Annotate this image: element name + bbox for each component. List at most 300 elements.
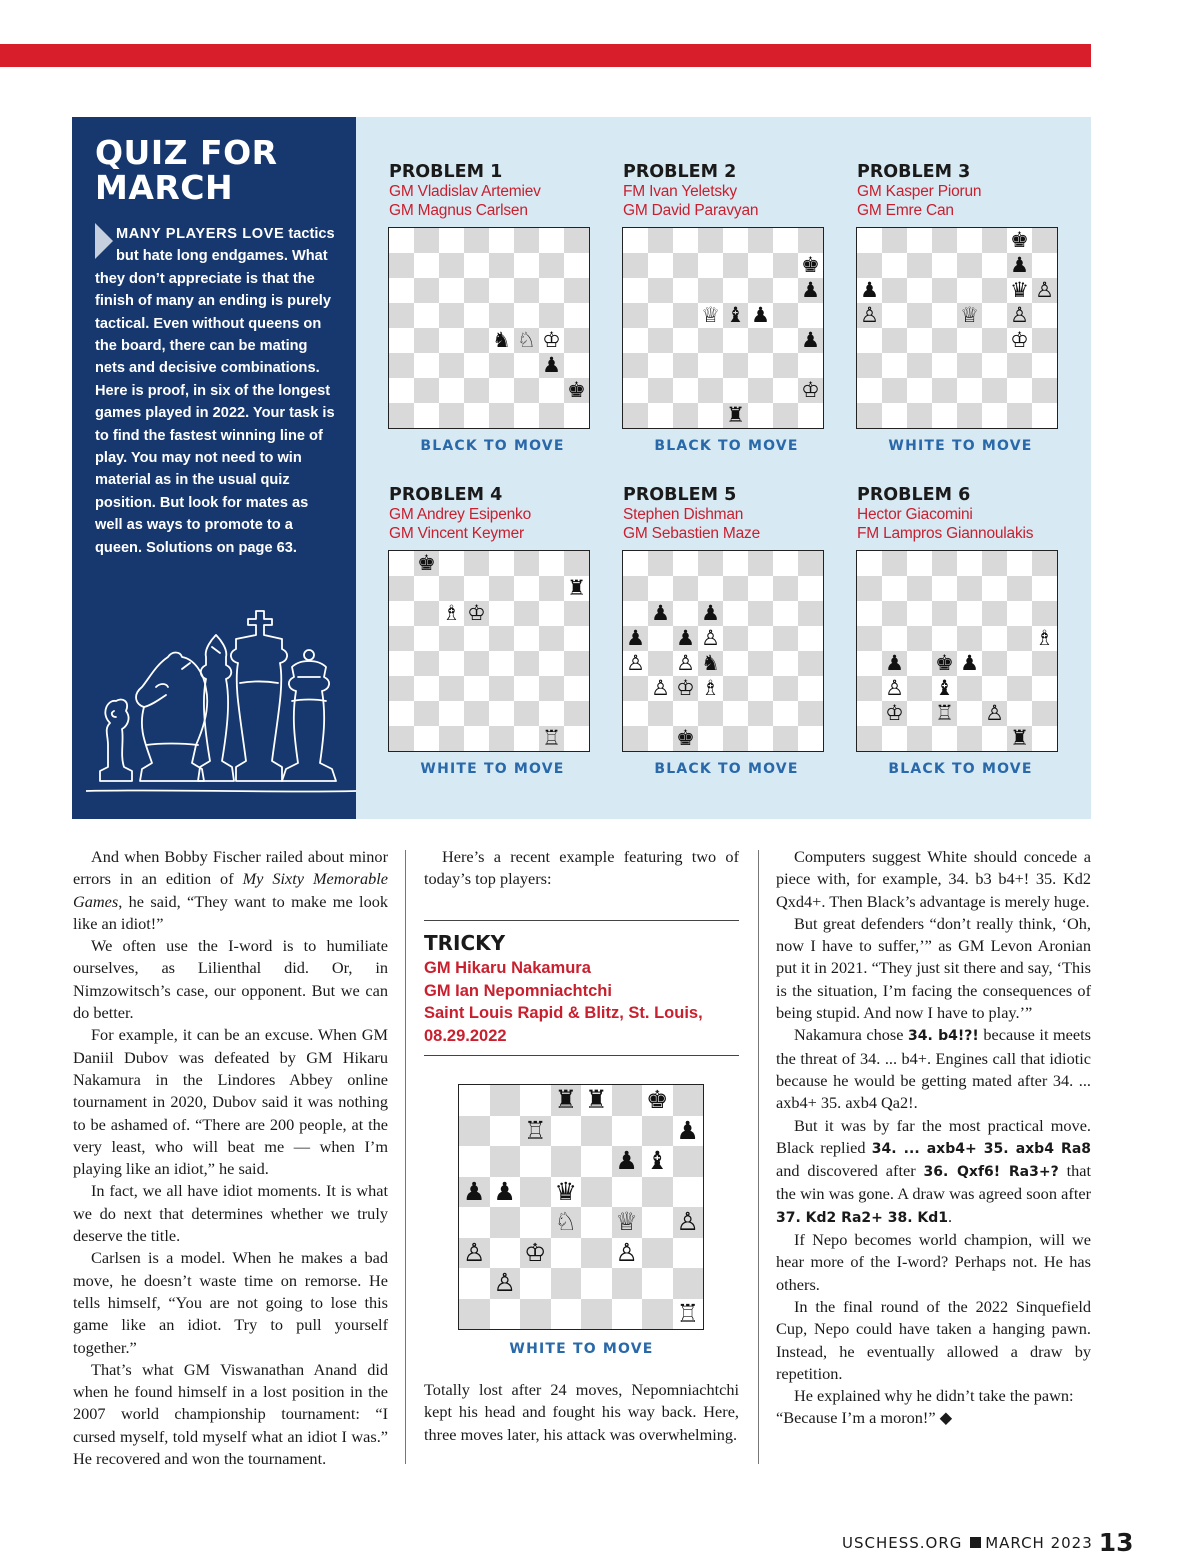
square-c5: [520, 1177, 551, 1208]
square-e4: [957, 328, 982, 353]
square-d8: [551, 1085, 582, 1116]
square-h6: [673, 1146, 704, 1177]
square-e4: [489, 651, 514, 676]
square-a3: [623, 353, 648, 378]
square-f6: [514, 278, 539, 303]
square-f8: [982, 551, 1007, 576]
square-h3: [673, 1238, 704, 1269]
square-b6: [648, 278, 673, 303]
chess-piece-icon: ♟: [676, 1115, 699, 1145]
square-d8: [932, 551, 957, 576]
square-e2: [489, 378, 514, 403]
square-c3: [907, 353, 932, 378]
square-g8: [539, 551, 564, 576]
square-g1: [539, 726, 564, 751]
paragraph: That’s what GM Viswanathan Anand did when he found himself in a lost position in the 2007 world championship tournament: “I cursed myself, told myself what an idiot I was.” He recovered and won the tournament.: [73, 1359, 388, 1469]
square-c8: [439, 228, 464, 253]
square-d1: [464, 403, 489, 428]
paragraph: In fact, we all have idiot moments. It is what we do next that determines whether we truly deserve the title.: [73, 1181, 388, 1246]
paragraph: But it was by far the most practical move. Black replied 34. ... axb4+ 35. axb4 Ra8 and discovered after 36. Qxf6! Ra3+? that the win was gone. A draw was agreed soon after 37. Kd2 Ra2+ 38. Kd1.: [776, 1115, 1092, 1226]
square-d7: [698, 576, 723, 601]
square-a7: [389, 253, 414, 278]
square-g1: [642, 1299, 673, 1330]
game-black-player: GM Ian Nepomniachtchi: [424, 981, 612, 1000]
square-e2: [723, 378, 748, 403]
square-c7: [907, 576, 932, 601]
square-f5: [514, 303, 539, 328]
square-b1: [648, 726, 673, 751]
square-h4: [798, 328, 823, 353]
square-b3: [648, 676, 673, 701]
square-h8: [798, 228, 823, 253]
problem-title: PROBLEM 5: [623, 485, 737, 505]
square-f5: [982, 626, 1007, 651]
square-f4: [612, 1207, 643, 1238]
square-f2: [612, 1268, 643, 1299]
side-to-move-caption: BLACK TO MOVE: [888, 761, 1033, 777]
square-a1: [389, 726, 414, 751]
chess-piece-icon: ♗: [1035, 626, 1054, 650]
quiz-box: [72, 117, 1091, 819]
square-a1: [857, 403, 882, 428]
square-e2: [957, 378, 982, 403]
square-h7: [1032, 253, 1057, 278]
square-c4: [673, 651, 698, 676]
chess-piece-icon: ♚: [801, 253, 820, 277]
square-g2: [1007, 701, 1032, 726]
square-e6: [489, 601, 514, 626]
square-g4: [1007, 328, 1032, 353]
article-column-2-after: [424, 1379, 739, 1446]
chess-piece-icon: ♚: [417, 551, 436, 575]
square-g5: [773, 626, 798, 651]
square-h2: [798, 701, 823, 726]
square-g8: [1007, 551, 1032, 576]
square-c3: [907, 676, 932, 701]
square-b6: [414, 278, 439, 303]
chess-piece-icon: ♜: [554, 1085, 577, 1114]
square-c8: [907, 551, 932, 576]
square-a8: [623, 551, 648, 576]
problem-white-player: GM Vladislav Artemiev: [389, 183, 541, 200]
square-g7: [1007, 576, 1032, 601]
square-a1: [623, 726, 648, 751]
square-e1: [957, 726, 982, 751]
chess-piece-icon: ♙: [885, 676, 904, 700]
chess-board: [458, 1084, 704, 1330]
square-b1: [648, 403, 673, 428]
square-b3: [414, 353, 439, 378]
square-c6: [439, 278, 464, 303]
square-f1: [612, 1299, 643, 1330]
square-c5: [907, 303, 932, 328]
square-b5: [414, 626, 439, 651]
square-b4: [648, 328, 673, 353]
square-h5: [1032, 626, 1057, 651]
square-b1: [882, 403, 907, 428]
square-g8: [539, 228, 564, 253]
square-e1: [581, 1299, 612, 1330]
square-a7: [857, 253, 882, 278]
square-f2: [982, 378, 1007, 403]
square-h8: [673, 1085, 704, 1116]
square-a8: [459, 1085, 490, 1116]
chess-piece-icon: ♟: [885, 651, 904, 675]
square-a4: [623, 328, 648, 353]
quiz-intro-lead: MANY PLAYERS LOVE: [116, 226, 285, 242]
chess-piece-icon: ♙: [615, 1237, 638, 1267]
chess-piece-icon: ♕: [960, 303, 979, 327]
square-g1: [539, 403, 564, 428]
square-g6: [773, 278, 798, 303]
square-h7: [798, 576, 823, 601]
square-h1: [1032, 726, 1057, 751]
square-a8: [857, 228, 882, 253]
square-d6: [464, 278, 489, 303]
square-g4: [642, 1207, 673, 1238]
square-c8: [673, 228, 698, 253]
square-f5: [982, 303, 1007, 328]
square-g3: [539, 353, 564, 378]
chess-piece-icon: ♙: [493, 1268, 516, 1297]
square-a8: [623, 228, 648, 253]
quiz-sidebar: [72, 117, 356, 819]
square-g7: [773, 576, 798, 601]
square-b6: [882, 601, 907, 626]
square-a2: [623, 378, 648, 403]
square-c8: [439, 551, 464, 576]
square-c3: [673, 353, 698, 378]
square-g7: [773, 253, 798, 278]
square-a7: [623, 576, 648, 601]
square-g5: [1007, 303, 1032, 328]
game-white-player: GM Hikaru Nakamura: [424, 959, 591, 977]
square-h4: [564, 328, 589, 353]
square-b3: [414, 676, 439, 701]
square-g4: [539, 651, 564, 676]
square-b4: [648, 651, 673, 676]
square-a4: [857, 651, 882, 676]
square-f2: [748, 378, 773, 403]
square-b7: [882, 576, 907, 601]
square-a3: [389, 353, 414, 378]
square-b4: [414, 651, 439, 676]
quiz-title: QUIZ FOR MARCH: [95, 133, 278, 207]
square-d8: [464, 551, 489, 576]
square-f2: [748, 701, 773, 726]
square-g4: [1007, 651, 1032, 676]
square-c2: [439, 701, 464, 726]
square-a5: [389, 303, 414, 328]
square-g8: [773, 228, 798, 253]
square-a3: [459, 1238, 490, 1269]
square-a5: [623, 303, 648, 328]
square-d4: [464, 651, 489, 676]
chess-piece-icon: ♟: [701, 601, 720, 625]
square-a5: [459, 1177, 490, 1208]
chess-piece-icon: ♙: [676, 1207, 699, 1236]
square-a7: [459, 1116, 490, 1147]
square-a8: [389, 551, 414, 576]
square-a4: [389, 328, 414, 353]
square-d4: [551, 1207, 582, 1238]
square-g3: [642, 1238, 673, 1269]
square-c3: [673, 676, 698, 701]
square-f4: [982, 651, 1007, 676]
square-g8: [773, 551, 798, 576]
square-b7: [648, 576, 673, 601]
square-g4: [773, 328, 798, 353]
square-c2: [907, 378, 932, 403]
side-to-move-caption: WHITE TO MOVE: [888, 438, 1033, 454]
chess-pieces-line-art: [86, 595, 356, 801]
square-h8: [564, 551, 589, 576]
square-d5: [698, 303, 723, 328]
rule-line: [424, 920, 739, 921]
square-e4: [581, 1207, 612, 1238]
square-b8: [490, 1085, 521, 1116]
square-c1: [673, 726, 698, 751]
square-c2: [520, 1268, 551, 1299]
square-c2: [673, 378, 698, 403]
square-a2: [857, 378, 882, 403]
chess-piece-icon: ♟: [860, 278, 879, 302]
square-a8: [389, 228, 414, 253]
square-e4: [723, 328, 748, 353]
article-column-1: [73, 846, 388, 1470]
paragraph: Totally lost after 24 moves, Nepomniachtchi kept his head and fought his way back. Here, three moves later, his attack was overwhelming.: [424, 1380, 739, 1444]
square-b5: [648, 303, 673, 328]
square-icon: [970, 1537, 981, 1548]
square-b4: [882, 651, 907, 676]
chess-piece-icon: ♟: [751, 303, 770, 327]
square-a7: [623, 253, 648, 278]
problem-white-player: FM Ivan Yeletsky: [623, 183, 737, 200]
square-c5: [673, 626, 698, 651]
square-d2: [464, 701, 489, 726]
chess-piece-icon: ♜: [726, 403, 745, 427]
square-f3: [748, 676, 773, 701]
paragraph: We often use the I-word is to humiliate ourselves, as Lilienthal did. Or, in Nimzowitsch’s case, our opponent. But we can do better.: [73, 936, 388, 1023]
square-e1: [489, 726, 514, 751]
square-g1: [1007, 403, 1032, 428]
side-to-move-caption: WHITE TO MOVE: [509, 1341, 654, 1357]
square-h4: [1032, 328, 1057, 353]
square-f4: [748, 651, 773, 676]
square-d6: [932, 278, 957, 303]
square-d5: [932, 626, 957, 651]
paragraph: Nakamura chose 34. b4!?! because it meets the threat of 34. ... b4+. Engines call that idiotic because he would be getting mated after 34. ... axb4+ 35. axb4 Qa2!.: [776, 1025, 1091, 1113]
square-c1: [673, 403, 698, 428]
square-h7: [1032, 576, 1057, 601]
square-d3: [698, 676, 723, 701]
paragraph: Here’s a recent example featuring two of today’s top players:: [424, 847, 739, 889]
square-e7: [489, 253, 514, 278]
square-e3: [723, 353, 748, 378]
square-f2: [514, 701, 539, 726]
square-h5: [564, 303, 589, 328]
square-h8: [1032, 228, 1057, 253]
square-e2: [723, 701, 748, 726]
square-e1: [723, 403, 748, 428]
chess-piece-icon: ♔: [524, 1237, 547, 1267]
square-b3: [882, 676, 907, 701]
square-h7: [673, 1116, 704, 1147]
square-b3: [490, 1238, 521, 1269]
square-e8: [489, 228, 514, 253]
square-h1: [798, 403, 823, 428]
square-a2: [623, 701, 648, 726]
square-e3: [581, 1238, 612, 1269]
square-e8: [957, 228, 982, 253]
square-e6: [581, 1146, 612, 1177]
chess-piece-icon: ♜: [1010, 726, 1029, 750]
square-a6: [623, 601, 648, 626]
square-e3: [723, 676, 748, 701]
square-h5: [564, 626, 589, 651]
square-e8: [489, 551, 514, 576]
move-text: 37. Kd2 Ra2+ 38. Kd1: [776, 1209, 949, 1226]
square-g5: [1007, 626, 1032, 651]
square-d3: [464, 676, 489, 701]
square-d5: [464, 303, 489, 328]
square-a6: [389, 601, 414, 626]
square-f1: [748, 403, 773, 428]
square-h2: [1032, 378, 1057, 403]
side-to-move-caption: BLACK TO MOVE: [654, 438, 799, 454]
square-f3: [982, 676, 1007, 701]
square-f8: [748, 551, 773, 576]
square-b5: [490, 1177, 521, 1208]
square-b4: [490, 1207, 521, 1238]
square-e7: [723, 576, 748, 601]
chess-piece-icon: ♞: [492, 328, 511, 352]
square-d2: [551, 1268, 582, 1299]
square-b6: [882, 278, 907, 303]
square-f2: [514, 378, 539, 403]
square-b7: [490, 1116, 521, 1147]
square-d6: [698, 601, 723, 626]
square-g2: [773, 378, 798, 403]
square-d4: [932, 651, 957, 676]
square-d7: [464, 576, 489, 601]
square-d7: [464, 253, 489, 278]
square-d5: [698, 626, 723, 651]
square-c7: [907, 253, 932, 278]
square-c7: [439, 576, 464, 601]
side-to-move-caption: BLACK TO MOVE: [654, 761, 799, 777]
square-f1: [514, 726, 539, 751]
chess-piece-icon: ♙: [1035, 278, 1054, 302]
chess-board: [388, 227, 590, 429]
square-g6: [1007, 278, 1032, 303]
square-d4: [464, 328, 489, 353]
square-f3: [748, 353, 773, 378]
square-f7: [982, 576, 1007, 601]
chess-piece-icon: ♚: [676, 726, 695, 750]
square-f1: [748, 726, 773, 751]
chess-piece-icon: ♜: [585, 1085, 608, 1114]
square-e7: [489, 576, 514, 601]
chess-piece-icon: ♔: [801, 378, 820, 402]
square-d4: [698, 651, 723, 676]
problem-title: PROBLEM 6: [857, 485, 971, 505]
square-b8: [882, 228, 907, 253]
square-h7: [798, 253, 823, 278]
problem-black-player: GM Magnus Carlsen: [389, 202, 528, 219]
square-g1: [773, 403, 798, 428]
problem-white-player: Hector Giacomini: [857, 506, 973, 523]
square-a6: [857, 278, 882, 303]
square-a5: [857, 626, 882, 651]
paragraph: He explained why he didn’t take the pawn: “Because I’m a moron!” ◆: [776, 1386, 1074, 1428]
square-d7: [932, 576, 957, 601]
square-f5: [612, 1177, 643, 1208]
footer-issue: MARCH 2023: [985, 1534, 1093, 1552]
square-a1: [623, 403, 648, 428]
square-c3: [439, 353, 464, 378]
square-d8: [932, 228, 957, 253]
chess-piece-icon: ♙: [651, 676, 670, 700]
square-c6: [673, 601, 698, 626]
square-c6: [439, 601, 464, 626]
square-c4: [907, 328, 932, 353]
square-d7: [551, 1116, 582, 1147]
square-h5: [1032, 303, 1057, 328]
square-g8: [1007, 228, 1032, 253]
chess-piece-icon: ♟: [463, 1176, 486, 1206]
square-a3: [623, 676, 648, 701]
square-f3: [514, 676, 539, 701]
square-d5: [932, 303, 957, 328]
side-to-move-caption: BLACK TO MOVE: [420, 438, 565, 454]
square-b7: [414, 253, 439, 278]
square-e3: [489, 676, 514, 701]
square-b2: [882, 378, 907, 403]
square-f6: [612, 1146, 643, 1177]
square-f6: [982, 601, 1007, 626]
square-d1: [551, 1299, 582, 1330]
chess-piece-icon: ♔: [467, 601, 486, 625]
game-info: [424, 957, 739, 1047]
square-e1: [957, 403, 982, 428]
square-g3: [773, 353, 798, 378]
square-a4: [857, 328, 882, 353]
square-c1: [439, 403, 464, 428]
page-footer: [842, 1528, 1134, 1557]
square-b4: [414, 328, 439, 353]
chess-board: [622, 227, 824, 429]
chess-piece-icon: ♟: [615, 1146, 638, 1175]
square-b1: [490, 1299, 521, 1330]
square-b6: [414, 601, 439, 626]
chess-piece-icon: ♙: [860, 303, 879, 327]
square-b1: [414, 726, 439, 751]
square-b7: [414, 576, 439, 601]
square-e8: [581, 1085, 612, 1116]
square-d4: [932, 328, 957, 353]
column-divider: [405, 850, 406, 1464]
square-h3: [798, 676, 823, 701]
square-d8: [464, 228, 489, 253]
square-g2: [539, 378, 564, 403]
square-a5: [623, 626, 648, 651]
square-e8: [723, 551, 748, 576]
square-h3: [564, 353, 589, 378]
square-g6: [1007, 601, 1032, 626]
problem-title: PROBLEM 1: [389, 162, 503, 182]
game-event: Saint Louis Rapid & Blitz, St. Louis, 08.29.2022: [424, 1004, 703, 1045]
